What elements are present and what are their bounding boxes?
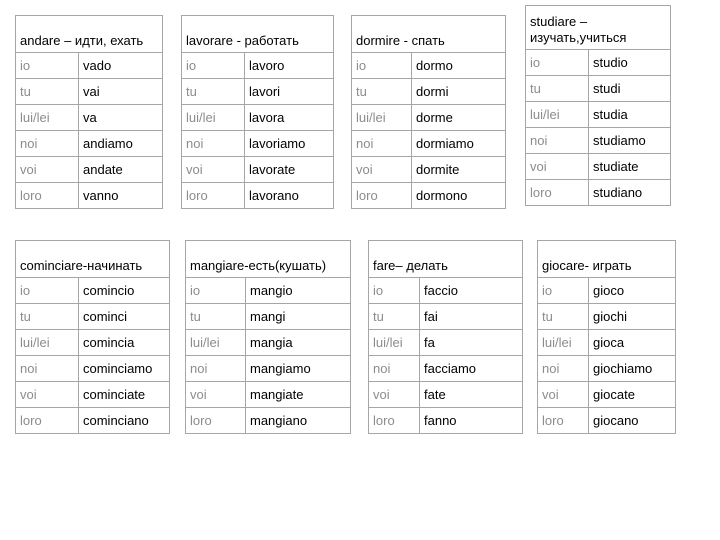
pronoun-cell: voi xyxy=(369,382,420,408)
pronoun-cell: noi xyxy=(16,131,79,157)
verb-form-cell: studio xyxy=(589,50,671,76)
pronoun-cell: loro xyxy=(369,408,420,434)
pronoun-cell: io xyxy=(369,278,420,304)
pronoun-cell: lui/lei xyxy=(16,330,79,356)
verb-form-cell: lavorano xyxy=(245,183,334,209)
pronoun-cell: noi xyxy=(16,356,79,382)
verb-form-cell: cominciamo xyxy=(79,356,170,382)
pronoun-cell: tu xyxy=(369,304,420,330)
pronoun-cell: voi xyxy=(16,382,79,408)
pronoun-cell: noi xyxy=(182,131,245,157)
verb-form-cell: facciamo xyxy=(420,356,523,382)
verb-title: fare– делать xyxy=(369,241,523,278)
pronoun-cell: loro xyxy=(16,408,79,434)
verb-form-cell: mangi xyxy=(246,304,351,330)
verb-form-cell: mangio xyxy=(246,278,351,304)
verb-form-cell: gioca xyxy=(589,330,676,356)
pronoun-cell: tu xyxy=(526,76,589,102)
pronoun-cell: voi xyxy=(526,154,589,180)
pronoun-cell: loro xyxy=(526,180,589,206)
pronoun-cell: noi xyxy=(538,356,589,382)
pronoun-cell: noi xyxy=(369,356,420,382)
verb-form-cell: gioco xyxy=(589,278,676,304)
verb-form-cell: andate xyxy=(79,157,163,183)
conjugation-table-lavorare xyxy=(181,15,334,209)
pronoun-cell: loro xyxy=(16,183,79,209)
verb-form-cell: vanno xyxy=(79,183,163,209)
pronoun-cell: lui/lei xyxy=(186,330,246,356)
pronoun-cell: tu xyxy=(182,79,245,105)
verb-form-cell: giocano xyxy=(589,408,676,434)
pronoun-cell: loro xyxy=(182,183,245,209)
verb-title: giocare- играть xyxy=(538,241,676,278)
verb-form-cell: lavora xyxy=(245,105,334,131)
verb-form-cell: fanno xyxy=(420,408,523,434)
verb-form-cell: comincia xyxy=(79,330,170,356)
verb-form-cell: studiate xyxy=(589,154,671,180)
pronoun-cell: io xyxy=(352,53,412,79)
pronoun-cell: tu xyxy=(352,79,412,105)
pronoun-cell: voi xyxy=(16,157,79,183)
conjugation-table-mangiare xyxy=(185,240,351,434)
pronoun-cell: lui/lei xyxy=(16,105,79,131)
verb-title: lavorare - работать xyxy=(182,16,334,53)
pronoun-cell: lui/lei xyxy=(526,102,589,128)
verb-form-cell: fa xyxy=(420,330,523,356)
verb-form-cell: mangia xyxy=(246,330,351,356)
verb-form-cell: lavorate xyxy=(245,157,334,183)
verb-form-cell: fate xyxy=(420,382,523,408)
verb-form-cell: vai xyxy=(79,79,163,105)
verb-title: cominciare-начинать xyxy=(16,241,170,278)
verb-form-cell: dormono xyxy=(412,183,506,209)
pronoun-cell: lui/lei xyxy=(369,330,420,356)
pronoun-cell: tu xyxy=(538,304,589,330)
verb-title: mangiare-есть(кушать) xyxy=(186,241,351,278)
verb-form-cell: comincio xyxy=(79,278,170,304)
pronoun-cell: tu xyxy=(16,304,79,330)
pronoun-cell: lui/lei xyxy=(182,105,245,131)
verb-form-cell: giochiamo xyxy=(589,356,676,382)
verb-title: dormire - спать xyxy=(352,16,506,53)
conjugation-table-dormire xyxy=(351,15,506,209)
verb-form-cell: cominciate xyxy=(79,382,170,408)
conjugation-table-fare xyxy=(368,240,523,434)
pronoun-cell: noi xyxy=(352,131,412,157)
conjugation-table-giocare xyxy=(537,240,676,434)
pronoun-cell: voi xyxy=(538,382,589,408)
pronoun-cell: loro xyxy=(186,408,246,434)
verb-form-cell: dorme xyxy=(412,105,506,131)
pronoun-cell: voi xyxy=(352,157,412,183)
verb-form-cell: vado xyxy=(79,53,163,79)
pronoun-cell: io xyxy=(186,278,246,304)
pronoun-cell: lui/lei xyxy=(538,330,589,356)
pronoun-cell: noi xyxy=(526,128,589,154)
verb-form-cell: studi xyxy=(589,76,671,102)
pronoun-cell: voi xyxy=(182,157,245,183)
pronoun-cell: io xyxy=(526,50,589,76)
verb-form-cell: dormo xyxy=(412,53,506,79)
verb-form-cell: giochi xyxy=(589,304,676,330)
pronoun-cell: tu xyxy=(186,304,246,330)
verb-form-cell: dormite xyxy=(412,157,506,183)
verb-form-cell: mangiamo xyxy=(246,356,351,382)
verb-form-cell: mangiano xyxy=(246,408,351,434)
conjugation-table-andare xyxy=(15,15,163,209)
verb-form-cell: giocate xyxy=(589,382,676,408)
verb-form-cell: cominciano xyxy=(79,408,170,434)
conjugation-table-studiare xyxy=(525,5,671,206)
verb-title: andare – идти, ехать xyxy=(16,16,163,53)
pronoun-cell: loro xyxy=(352,183,412,209)
verb-form-cell: mangiate xyxy=(246,382,351,408)
verb-form-cell: studia xyxy=(589,102,671,128)
verb-form-cell: lavoro xyxy=(245,53,334,79)
verb-form-cell: fai xyxy=(420,304,523,330)
pronoun-cell: loro xyxy=(538,408,589,434)
conjugation-table-cominciare xyxy=(15,240,170,434)
pronoun-cell: voi xyxy=(186,382,246,408)
pronoun-cell: noi xyxy=(186,356,246,382)
pronoun-cell: io xyxy=(182,53,245,79)
pronoun-cell: lui/lei xyxy=(352,105,412,131)
verb-form-cell: cominci xyxy=(79,304,170,330)
pronoun-cell: io xyxy=(538,278,589,304)
verb-form-cell: studiano xyxy=(589,180,671,206)
verb-form-cell: andiamo xyxy=(79,131,163,157)
verb-form-cell: dormiamo xyxy=(412,131,506,157)
verb-form-cell: va xyxy=(79,105,163,131)
verb-form-cell: lavori xyxy=(245,79,334,105)
verb-form-cell: dormi xyxy=(412,79,506,105)
verb-title: studiare – изучать,учиться xyxy=(526,6,671,50)
verb-form-cell: lavoriamo xyxy=(245,131,334,157)
pronoun-cell: io xyxy=(16,53,79,79)
verb-form-cell: studiamo xyxy=(589,128,671,154)
pronoun-cell: io xyxy=(16,278,79,304)
pronoun-cell: tu xyxy=(16,79,79,105)
verb-form-cell: faccio xyxy=(420,278,523,304)
